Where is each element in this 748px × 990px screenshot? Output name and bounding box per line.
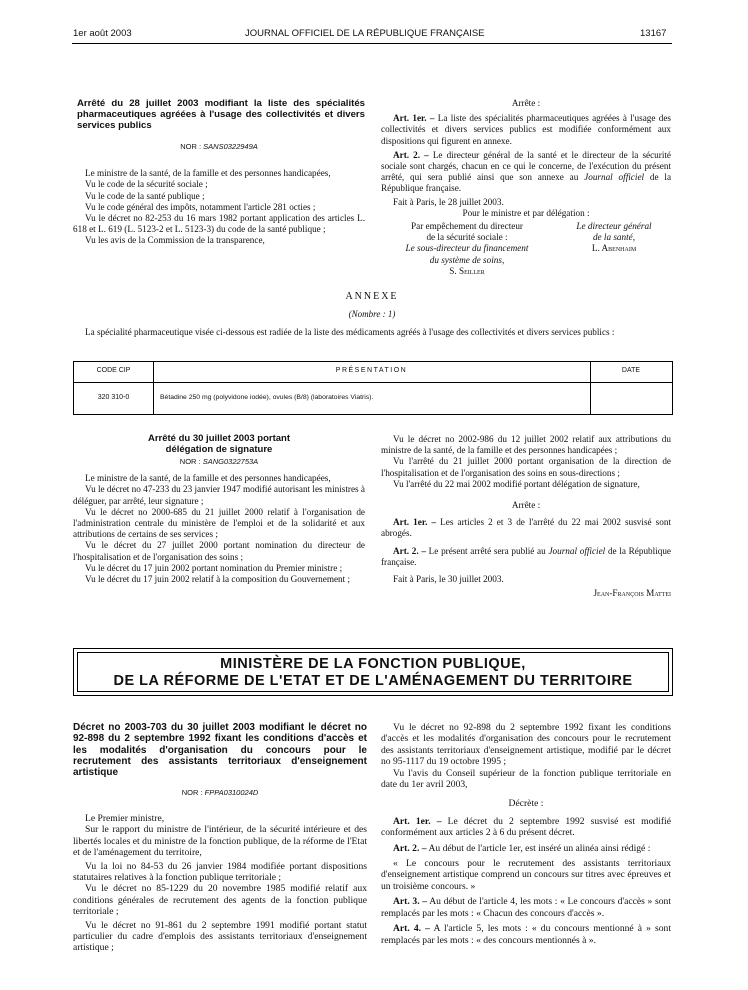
arrete2-para: Vu le décret du 27 juillet 2000 portant nomination du directeur de l'hospitalisation et de l'organisation des soins ;	[73, 540, 365, 562]
arrete1-para: Vu le code général des impôts, notamment l'article 281 octies ;	[85, 201, 316, 212]
decret-art4: Art. 4. – A l'article 5, les mots : « du concours mentionné à » sont remplacés par les mots : « des concours mentionnés à ».	[381, 923, 671, 946]
ministry-line-1: MINISTÈRE DE LA FONCTION PUBLIQUE,	[220, 656, 526, 672]
arrete1-art1: Art. 1er. – La liste des spécialités pharmaceutiques agréées à l'usage des collectivités et divers services publics est modifiée conformément aux dispositions qui figurent en annexe.	[381, 113, 671, 146]
arrete2-signature: Jean-François Mattei	[593, 588, 671, 599]
arrete1-art2: Art. 2. – Le directeur général de la santé et le directeur de la sécurité sociale sont chargés, chacun en ce qui le concerne, de l'exécution du présent arrêté, qui sera publié ainsi que son annexe au Journal officiel de la République française.	[381, 149, 672, 194]
sig-right: Le directeur général de la santé, L. Abenhaim	[559, 221, 669, 255]
table-header-presentation: PRÉSENTATION	[335, 367, 408, 374]
arrete1-para: Vu le décret no 82-253 du 16 mars 1982 portant application des articles L. 618 et L. 619 (L. 5123-2 et L. 5123-3) du code de la santé publique ;	[73, 213, 365, 235]
decret-right-column	[381, 722, 671, 946]
header-date: 1er août 2003	[73, 28, 132, 39]
decret-title: Décret no 2003-703 du 30 juillet 2003 modifiant le décret no 92-898 du 2 septembre 1992 fixant les conditions d'accès et les modalités d'organisation du concours pour le recrutement des assistants territoriaux d'enseignement artistique	[73, 722, 367, 779]
arrete2-art1: Art. 1er. – Les articles 2 et 3 de l'arrêté du 22 mai 2002 susvisé sont abrogés.	[381, 517, 671, 539]
decret-para: Vu le décret no 92-898 du 2 septembre 1992 fixant les conditions d'accès et les modalités d'organisation des concours pour le recrutement des assistants territoriaux d'enseignement artistique, modifié par le décret no 95-1117 du 19 octobre 1995 ;	[381, 722, 671, 768]
arrete2-arrete-word: Arrête :	[511, 500, 541, 511]
arrete2-para: Vu l'arrêté du 22 mai 2002 modifié portant délégation de signature,	[393, 478, 640, 489]
arrete2-para: Le ministre de la santé, de la famille et des personnes handicapées,	[85, 473, 331, 484]
arrete1-left-column	[73, 98, 365, 247]
arrete2-para: Vu l'arrêté du 21 juillet 2000 portant organisation de la direction de l'hospitalisation et de l'organisation des soins en sous-directions ;	[381, 456, 671, 478]
sig-right-name: L. Abenhaim	[591, 243, 637, 254]
sig-left: Par empêchement du directeur de la sécurité sociale : Le sous-directeur du financement du système de soins, S. Seiller	[387, 221, 547, 277]
arrete2-art2: Art. 2. – Le présent arrêté sera publié au Journal officiel de la République française.	[381, 545, 671, 567]
arrete1-title: Arrêté du 28 juillet 2003 modifiant la liste des spécialités pharmaceutiques agréées à l'usage des collectivités et divers services publics	[77, 98, 365, 131]
ministry-line-2: DE LA RÉFORME DE L'ETAT ET DE L'AMÉNAGEMENT DU TERRITOIRE	[113, 673, 633, 689]
decret-nor: NOR : FPPA0310024D	[181, 788, 259, 798]
decret-para: Vu l'avis du Conseil supérieur de la fonction publique territoriale en date du 1er avril 2003,	[381, 767, 671, 791]
annexe-title: ANNEXE	[345, 291, 399, 302]
arrete1-signatures	[381, 221, 671, 277]
journal-title: JOURNAL OFFICIEL DE LA RÉPUBLIQUE FRANÇAISE	[245, 28, 485, 39]
annexe-subtitle: (Nombre : 1)	[348, 309, 396, 319]
page-number: 13167	[640, 28, 667, 39]
decret-art2: Art. 2. – Au début de l'article 1er, est inséré un alinéa ainsi rédigé :	[393, 842, 651, 854]
sig-left-name: S. Seiller	[449, 265, 485, 276]
table-header-code: CODE CIP	[96, 367, 131, 374]
arrete1-arrete-word: Arrête :	[511, 98, 541, 108]
arrete2-para: Vu le décret du 17 juin 2002 portant nomination du Premier ministre ;	[85, 562, 343, 573]
arrete2-para: Vu le décret du 17 juin 2002 relatif à la composition du Gouvernement ;	[85, 574, 351, 585]
arrete2-title: Arrêté du 30 juillet 2003 portant délégation de signature	[147, 433, 290, 455]
arrete1-para: Vu les avis de la Commission de la transparence,	[85, 235, 265, 246]
decret-para: Vu la loi no 84-53 du 26 janvier 1984 modifiée portant dispositions statutaires relatives à la fonction publique territoriale ;	[73, 860, 367, 883]
decret-para: Vu le décret no 85-1229 du 20 novembre 1985 modifié relatif aux conditions générales de recrutement des agents de la fonction publique territoriale ;	[73, 883, 367, 918]
arrete1-pour-ministre: Pour le ministre et par délégation :	[462, 207, 590, 218]
table-cell-code: 320 310-0	[97, 394, 130, 401]
decret-art2-quote: « Le concours pour le recrutement des assistants territoriaux d'enseignement artistique comprend un concours sur titres avec épreuves et un troisième concours. »	[381, 858, 671, 892]
decret-para: Vu le décret no 91-861 du 2 septembre 1991 modifié portant statut particulier du cadre d'emplois des assistants territoriaux d'enseignement artistique ;	[73, 919, 367, 954]
decret-para: Sur le rapport du ministre de l'intérieur, de la sécurité intérieure et des libertés locales et du ministre de la fonction publique, de la réforme de l'Etat et de l'aménagement du territoire,	[73, 824, 367, 859]
decret-left-column	[73, 722, 367, 954]
arrete1-nor-code: SANS0322949A	[203, 142, 258, 151]
annexe-table	[73, 361, 673, 415]
arrete2-para: Vu le décret no 47-233 du 23 janvier 1947 modifié autorisant les ministres à déléguer, par arrêté, leur signature ;	[73, 484, 365, 506]
decret-art3: Art. 3. – Au début de l'article 4, les mots : « Le concours d'accès » sont remplacés par les mots : « Chacun des concours d'accès ».	[381, 896, 671, 919]
arrete1-para: Vu le code de la santé publique ;	[85, 190, 205, 201]
arrete2-para: Vu le décret no 2000-685 du 21 juillet 2000 relatif à l'organisation de l'administration centrale du ministère de l'emploi et de la solidarité et aux attributions de certains de ses services ;	[73, 506, 365, 540]
ministry-banner	[73, 648, 673, 696]
decret-decrete-word: Décrète :	[508, 798, 544, 810]
arrete2-left-column	[73, 434, 365, 585]
arrete2-fait: Fait à Paris, le 30 juillet 2003.	[393, 574, 504, 585]
arrete1-nor: NOR : SANS0322949A	[180, 142, 258, 151]
annexe-intro: La spécialité pharmaceutique visée ci-dessous est radiée de la liste des médicaments agréés à l'usage des collectivités et divers services publics :	[85, 327, 615, 337]
table-header-date: DATE	[621, 367, 641, 374]
arrete1-para: Vu le code de la sécurité sociale ;	[85, 179, 208, 190]
arrete1-fait: Fait à Paris, le 28 juillet 2003.	[393, 196, 504, 207]
arrete1-right-column	[381, 98, 671, 277]
arrete2-nor: NOR : SANG0322753A	[179, 457, 259, 466]
table-cell-presentation: Bétadine 250 mg (polyvidone iodée), ovules (B/8) (laboratoires Viatris).	[160, 394, 374, 401]
arrete2-right-column	[381, 434, 671, 599]
arrete2-para: Vu le décret no 2002-986 du 12 juillet 2002 relatif aux attributions du ministre de la santé, de la famille et des personnes handicapées ;	[381, 434, 671, 456]
decret-para: Le Premier ministre,	[85, 812, 165, 824]
arrete1-para: Le ministre de la santé, de la famille et des personnes handicapées,	[85, 168, 331, 179]
decret-art1: Art. 1er. – Le décret du 2 septembre 1992 susvisé est modifié conformément aux articles 2 à 6 du présent décret.	[381, 815, 671, 839]
header-rule	[72, 43, 672, 44]
